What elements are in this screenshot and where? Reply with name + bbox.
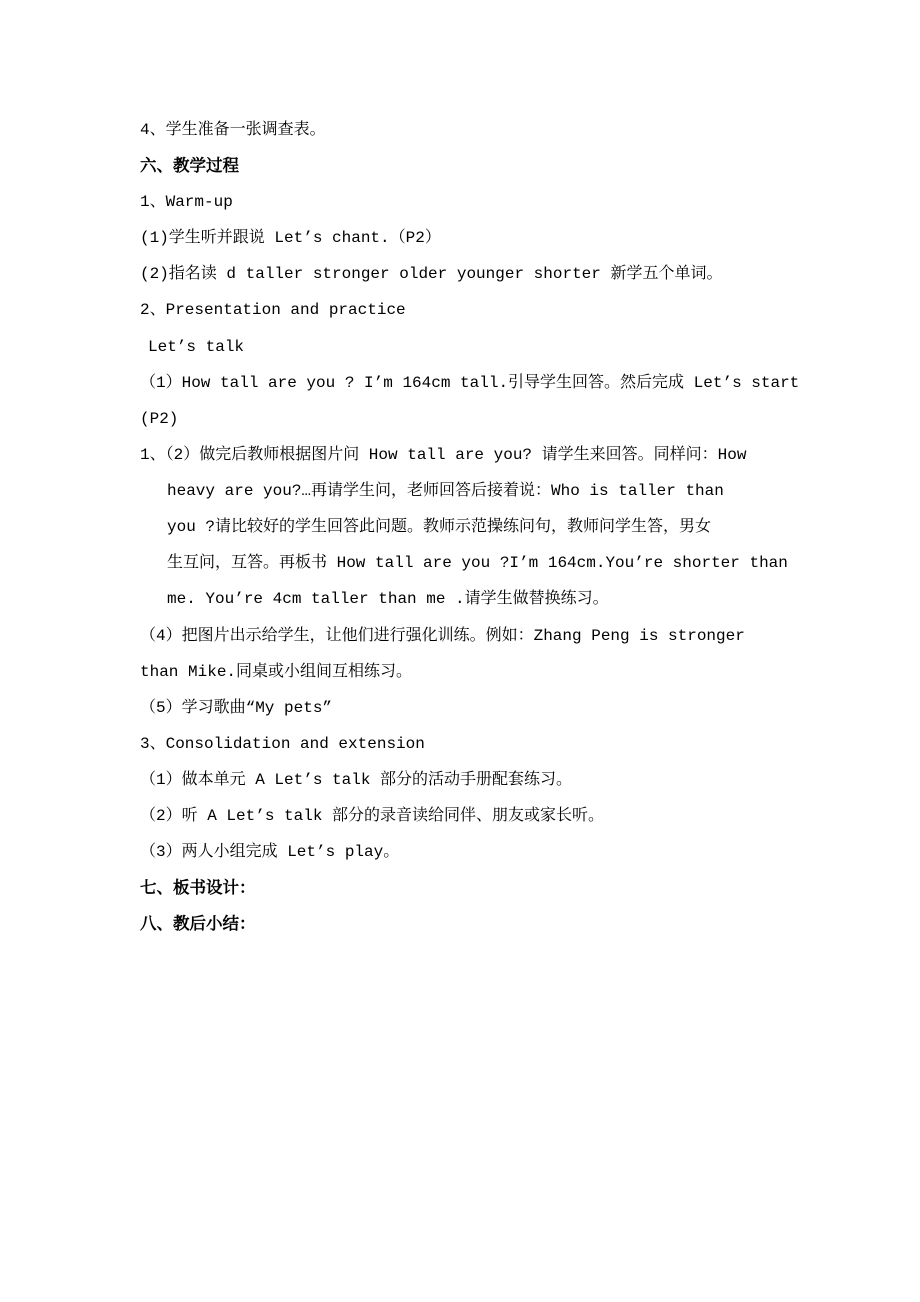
step-consolidation: 3、Consolidation and extension [140,735,425,753]
presentation-item-1-cont: (P2) [140,410,179,428]
subheading-lets-talk: Let’s talk [148,338,245,356]
presentation-item-4: （4）把图片出示给学生，让他们进行强化训练。例如：Zhang Peng is stronger [140,627,745,645]
step-warm-up: 1、Warm-up [140,193,233,211]
presentation-item-2-cont-2: you ?请比较好的学生回答此问题。教师示范操练问句，教师问学生答，男女 [167,518,712,536]
presentation-item-2-cont-3: 生互问，互答。再板书 How tall are you ?I’m 164cm.You’re shorter than [167,554,788,572]
consolidation-item-3: （3）两人小组完成 Let’s play。 [140,843,400,861]
presentation-item-1: （1）How tall are you ? I’m 164cm tall.引导学生回答。然后完成 Let’s start [140,374,800,392]
presentation-item-5: （5）学习歌曲“My pets” [140,699,333,717]
consolidation-item-2: （2）听 A Let’s talk 部分的录音读给同伴、朋友或家长听。 [140,807,605,825]
section-heading-reflection: 八、教后小结： [140,914,256,933]
presentation-item-4-cont: than Mike.同桌或小组间互相练习。 [140,663,413,681]
section-heading-board-design: 七、板书设计： [140,878,256,897]
warm-up-item-2: (2)指名读 d taller stronger older younger shorter 新学五个单词。 [140,265,723,283]
presentation-item-2: 1、（2）做完后教师根据图片问 How tall are you? 请学生来回答。同样问：How [140,446,747,464]
presentation-item-2-cont-1: heavy are you?…再请学生问，老师回答后接着说：Who is taller than [167,482,724,500]
step-presentation: 2、Presentation and practice [140,301,406,319]
section-heading-teaching-process: 六、教学过程 [140,156,239,175]
consolidation-item-1: （1）做本单元 A Let’s talk 部分的活动手册配套练习。 [140,771,573,789]
materials-item-4: 4、学生准备一张调查表。 [140,121,326,139]
presentation-item-2-cont-4: me. You’re 4cm taller than me .请学生做替换练习。 [167,590,609,608]
warm-up-item-1: (1)学生听并跟说 Let’s chant.（P2） [140,229,441,247]
